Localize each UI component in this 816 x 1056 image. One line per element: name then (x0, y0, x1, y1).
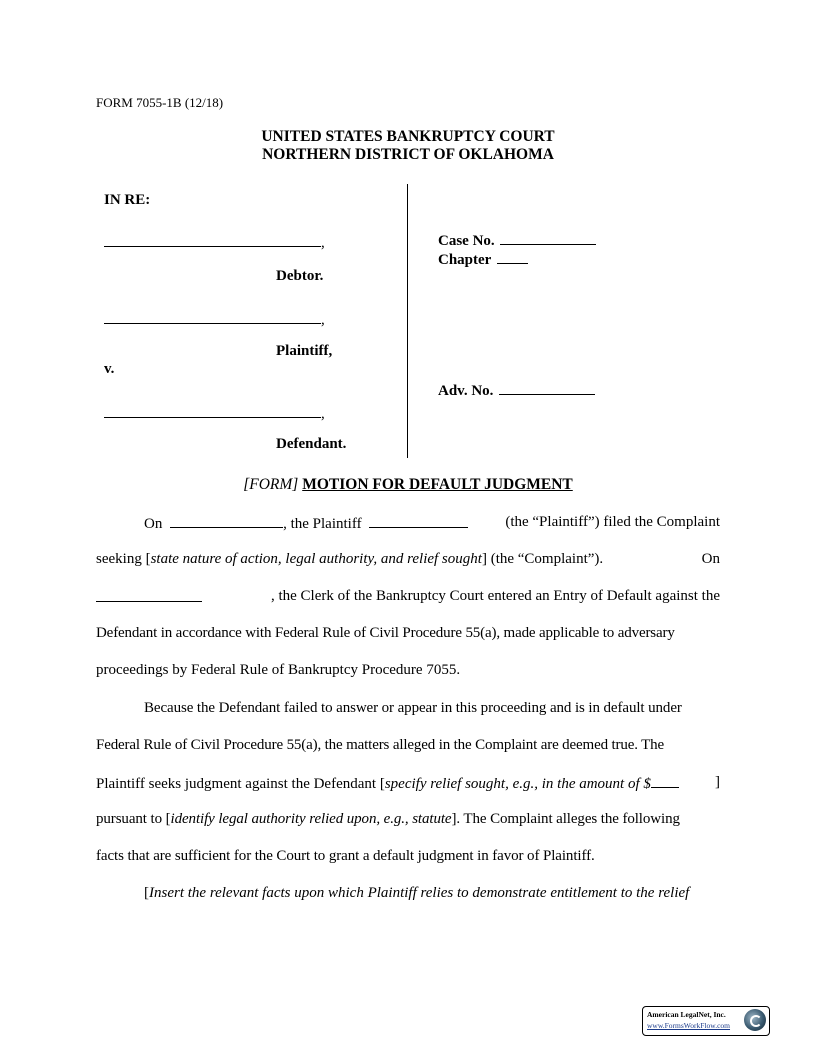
para1-line5: proceedings by Federal Rule of Bankruptcy Procedure 7055. (96, 662, 461, 678)
versus-label: v. (104, 361, 115, 377)
para2-line3 (96, 774, 720, 793)
filing-date-blank[interactable] (170, 514, 283, 528)
para1-line4: Defendant in accordance with Federal Rule of Civil Procedure 55(a), made applicable to adversary (96, 625, 675, 641)
para1-filed-complaint: (the “Plaintiff”) filed the Complaint (505, 514, 720, 530)
logo-website-link[interactable]: www.FormsWorkFlow.com (647, 1021, 731, 1030)
plaintiff-name-field[interactable] (104, 309, 325, 329)
chapter-blank[interactable] (497, 249, 528, 264)
amount-blank[interactable] (651, 774, 679, 788)
plaintiff-blank[interactable] (369, 514, 468, 528)
case-number-blank[interactable] (500, 230, 596, 245)
plaintiff-name-blank[interactable] (104, 309, 321, 324)
defendant-name-blank[interactable] (104, 403, 321, 418)
para1-complaint-def: ] (the “Complaint”). (481, 551, 604, 567)
american-legalnet-logo[interactable] (642, 1006, 770, 1036)
default-date-blank[interactable] (96, 588, 202, 602)
adv-number-field[interactable] (438, 380, 595, 400)
case-number-label: Case No. (438, 233, 495, 249)
defendant-label: Defendant. (276, 436, 347, 452)
document-title (0, 476, 816, 494)
para2-line1: Because the Defendant failed to answer or appear in this proceeding and is in default under (144, 700, 682, 716)
para1-on: On (144, 516, 163, 532)
debtor-name-field[interactable] (104, 232, 325, 252)
para2-bracket-close: ] (715, 774, 720, 790)
form-number: FORM 7055-1B (12/18) (96, 95, 224, 110)
debtor-name-blank[interactable] (104, 232, 321, 247)
para2-pursuant: pursuant to [ (96, 811, 171, 827)
title-text: MOTION FOR DEFAULT JUDGMENT (302, 476, 573, 493)
para1-line1 (96, 514, 720, 533)
chapter-label: Chapter (438, 252, 492, 268)
para2-line5: facts that are sufficient for the Court to grant a default judgment in favor of Plaintiff. (96, 848, 595, 864)
chapter-field[interactable] (438, 249, 528, 269)
court-name: UNITED STATES BANKRUPTCY COURT (261, 128, 555, 145)
para2-line2: Federal Rule of Civil Procedure 55(a), the matters alleged in the Complaint are deemed true. The (96, 737, 665, 753)
title-prefix: [FORM] (243, 476, 299, 493)
case-number-field[interactable] (438, 230, 596, 250)
para2-seeks-judgment: Plaintiff seeks judgment against the Defendant [ (96, 776, 385, 792)
para2-relief-instruction: specify relief sought, e.g., in the amount of $ (384, 776, 651, 792)
para3-bracket-open: [ (144, 885, 149, 901)
globe-icon (744, 1009, 766, 1031)
para1-line3 (96, 588, 720, 605)
defendant-comma: , (321, 406, 325, 422)
para2-line4 (96, 811, 720, 828)
para1-the-plaintiff: , the Plaintiff (283, 516, 362, 532)
defendant-name-field[interactable] (104, 403, 325, 423)
logo-company: American LegalNet, Inc. (647, 1010, 726, 1019)
para1-seeking: seeking [ (96, 551, 151, 567)
para1-nature-instruction: state nature of action, legal authority, and relief sought (150, 551, 482, 567)
debtor-comma: , (321, 235, 325, 251)
in-re-label: IN RE: (104, 192, 151, 208)
caption-divider (407, 184, 408, 458)
adv-number-label: Adv. No. (438, 383, 494, 399)
debtor-label: Debtor. (276, 268, 324, 284)
para1-on2: On (701, 551, 720, 567)
adv-number-blank[interactable] (499, 380, 595, 395)
para3-line1 (96, 885, 720, 902)
plaintiff-comma: , (321, 312, 325, 328)
para1-line2 (96, 551, 720, 568)
plaintiff-label: Plaintiff, (276, 343, 333, 359)
para2-authority-instruction: identify legal authority relied upon, e.g., statute (170, 811, 452, 827)
para1-clerk-entered: , the Clerk of the Bankruptcy Court entered an Entry of Default against the (270, 588, 720, 604)
court-district: NORTHERN DISTRICT OF OKLAHOMA (262, 146, 554, 163)
para3-facts-instruction: Insert the relevant facts upon which Plaintiff relies to demonstrate entitlement to the relief (149, 885, 690, 901)
para2-alleges: ]. The Complaint alleges the following (451, 811, 680, 827)
